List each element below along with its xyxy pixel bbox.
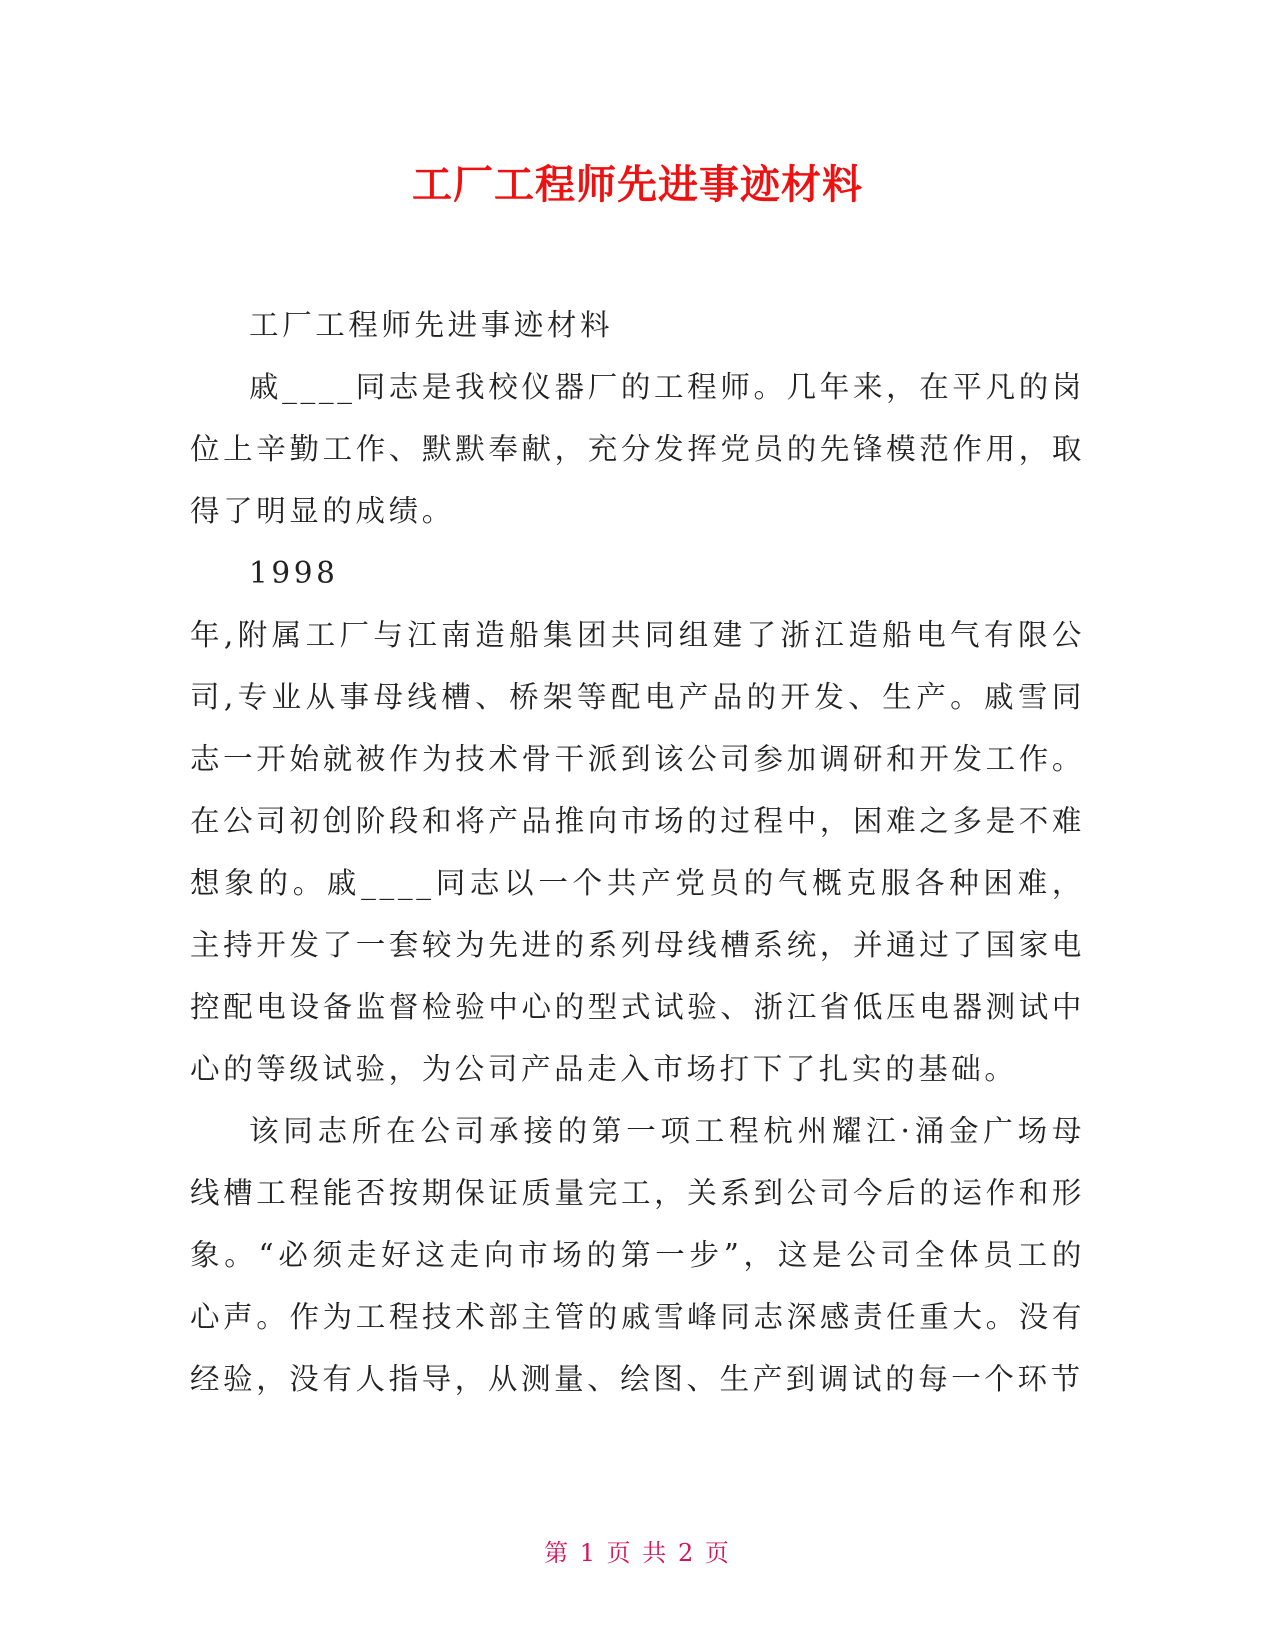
paragraph-project: 该同志所在公司承接的第一项工程杭州耀江·涌金广场母线槽工程能否按期保证质量完工，关系到公司今后的运作和形象。“必须走好这走向市场的第一步”，这是公司全体员工的心声。作为工程技术部主管的戚雪峰同志深感责任重大。没有经验，没有人指导，从测量、绘图、生产到调试的每一个环节 [190,1114,1085,1396]
paragraph-heading: 工厂工程师先进事迹材料 [249,308,614,342]
paragraph-company: 年,附属工厂与江南造船集团共同组建了浙江造船电气有限公司,专业从事母线槽、桥架等配电产品的开发、生产。戚雪同志一开始就被作为技术骨干派到该公司参加调研和开发工作。在公司初创阶段和将产品推向市场的过程中，困难之多是不难想象的。戚____同志以一个共产党员的气概克服各种困难，主持开发了一套较为先进的系列母线槽系统，并通过了国家电控配电设备监督检验中心的型式试验、浙江省低压电器测试中心的等级试验，为公司产品走入市场打下了扎实的基础。 [190,618,1085,1086]
document-body [190,294,1085,1410]
page-number-footer: 第 1 页 共 2 页 [544,1539,731,1567]
paragraph-intro: 戚____同志是我校仪器厂的工程师。几年来，在平凡的岗位上辛勤工作、默默奉献，充分发挥党员的先锋模范作用，取得了明显的成绩。 [190,370,1085,528]
paragraph-year: 1998 [249,556,339,590]
document-title: 工厂工程师先进事迹材料 [412,162,863,208]
